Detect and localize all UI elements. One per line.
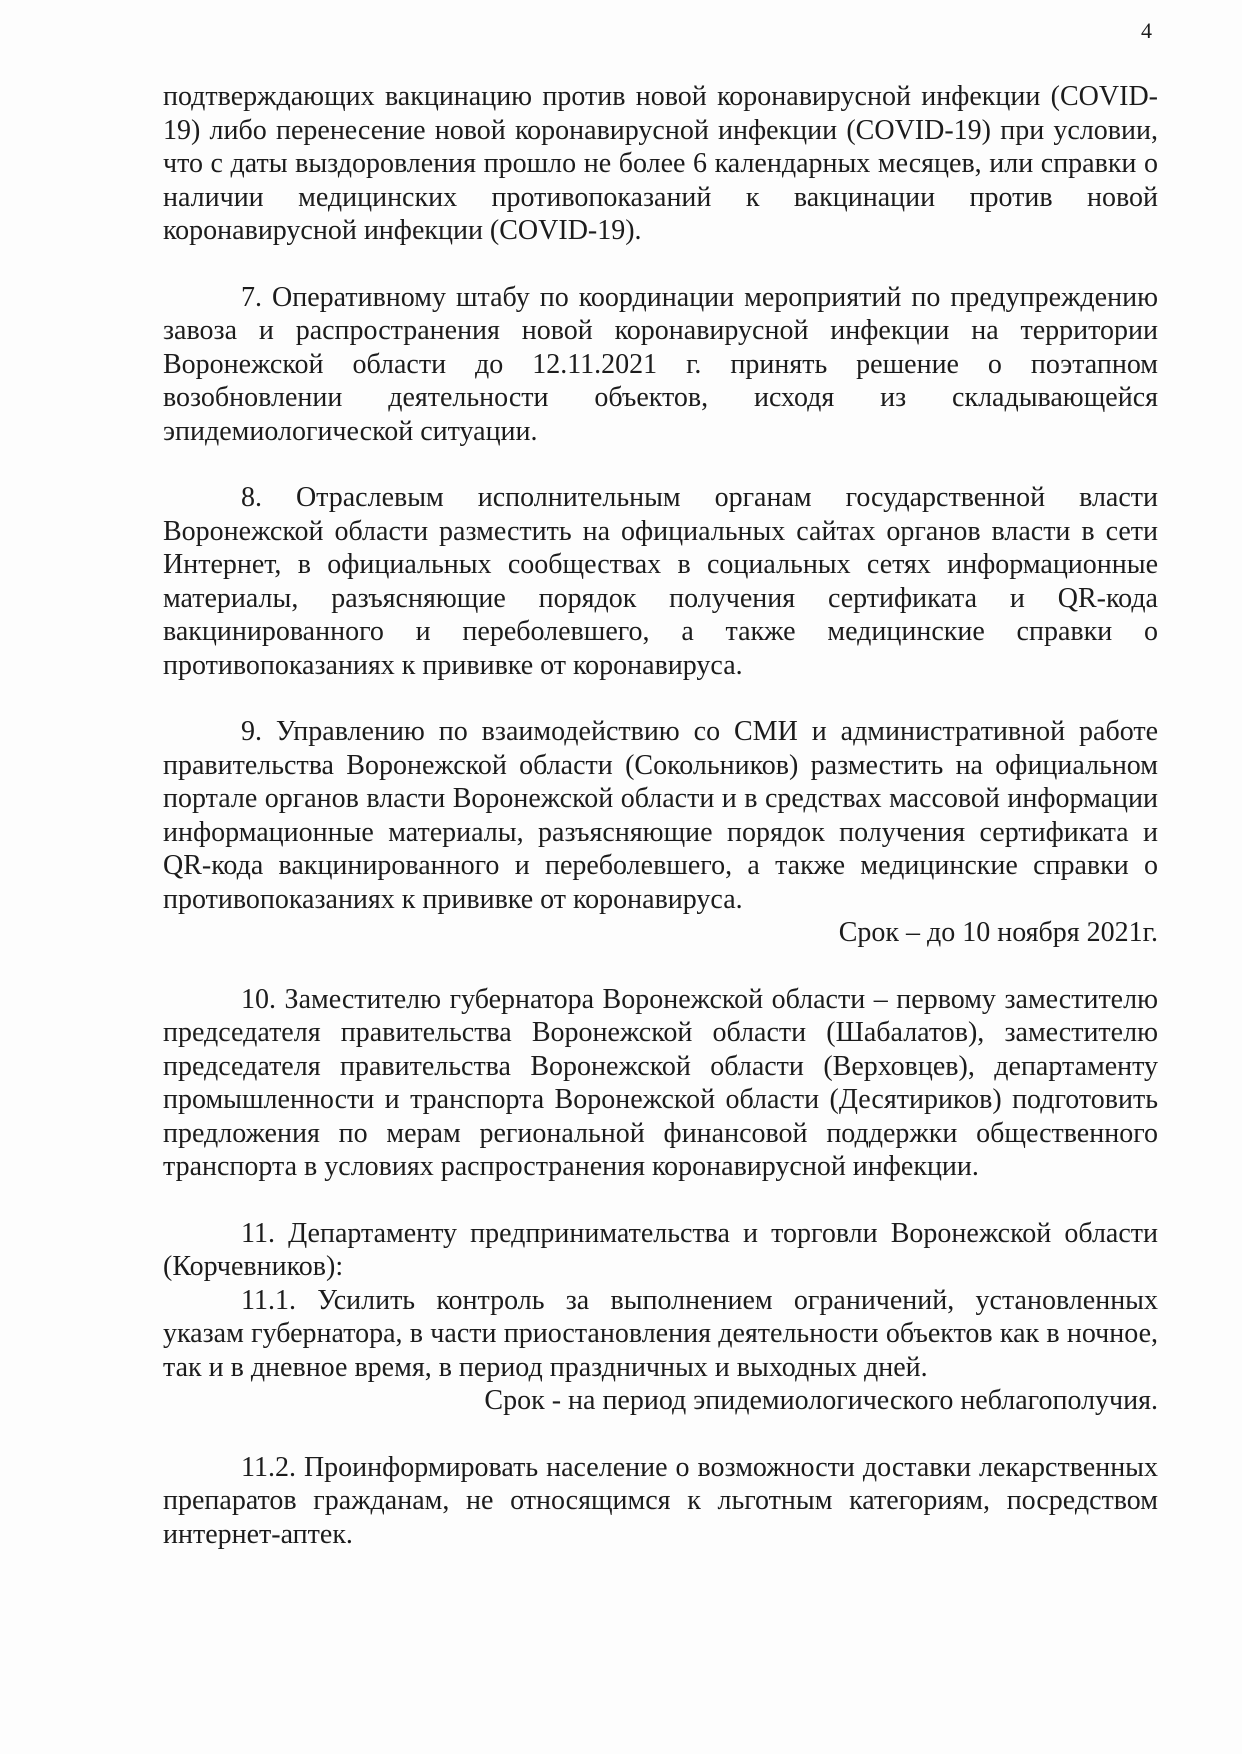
page-number: 4 (1141, 18, 1152, 43)
paragraph-9: 9. Управлению по взаимодействию со СМИ и административной работе правительства Воронежской области (Сокольников) разместить на официальном портале органов власти Воронежской области и в средствах массовой информации информационные материалы, разъясняющие порядок получения сертификата и QR-кода вакцинированного и переболевшего, а также медицинские справки о противопоказаниях к прививке от коронавируса. (163, 716, 1158, 915)
paragraph-11-1: 11.1. Усилить контроль за выполнением ограничений, установленных указам губернатора, в части приостановления деятельности объектов как в ночное, так и в дневное время, в период праздничных и выходных дней. (163, 1284, 1158, 1383)
paragraph-11-1-deadline: Срок - на период эпидемиологического неблагополучия. (484, 1385, 1158, 1416)
document-body (163, 80, 1158, 1551)
paragraph-7: 7. Оперативному штабу по координации мероприятий по предупреждению завоза и распространения новой коронавирусной инфекции на территории Воронежской области до 12.11.2021 г. принять решение о поэтапном возобновлении деятельности объектов, исходя из складывающейся эпидемиологической ситуации. (163, 281, 1158, 447)
paragraph-11-2: 11.2. Проинформировать население о возможности доставки лекарственных препаратов гражданам, не относящимся к льготным категориям, посредством интернет-аптек. (163, 1451, 1158, 1550)
paragraph-10: 10. Заместителю губернатора Воронежской области – первому заместителю председателя правительства Воронежской области (Шабалатов), заместителю председателя правительства Воронежской области (Верховцев), департаменту промышленности и транспорта Воронежской области (Десятириков) подготовить предложения по мерам региональной финансовой поддержки общественного транспорта в условиях распространения коронавирусной инфекции. (163, 983, 1158, 1182)
paragraph-intro: подтверждающих вакцинацию против новой коронавирусной инфекции (COVID-19) либо перенесение новой коронавирусной инфекции (COVID-19) при условии, что с даты выздоровления прошло не более 6 календарных месяцев, или справки о наличии медицинских противопоказаний к вакцинации против новой коронавирусной инфекции (COVID-19). (163, 81, 1158, 246)
paragraph-11: 11. Департаменту предпринимательства и торговли Воронежской области (Корчевников): (163, 1217, 1158, 1282)
paragraph-9-deadline: Срок – до 10 ноября 2021г. (838, 917, 1158, 948)
paragraph-8: 8. Отраслевым исполнительным органам государственной власти Воронежской области разместить на официальных сайтах органов власти в сети Интернет, в официальных сообществах в социальных сетях информационные материалы, разъясняющие порядок получения сертификата и QR-кода вакцинированного и переболевшего, а также медицинские справки о противопоказаниях к прививке от коронавируса. (163, 482, 1158, 681)
